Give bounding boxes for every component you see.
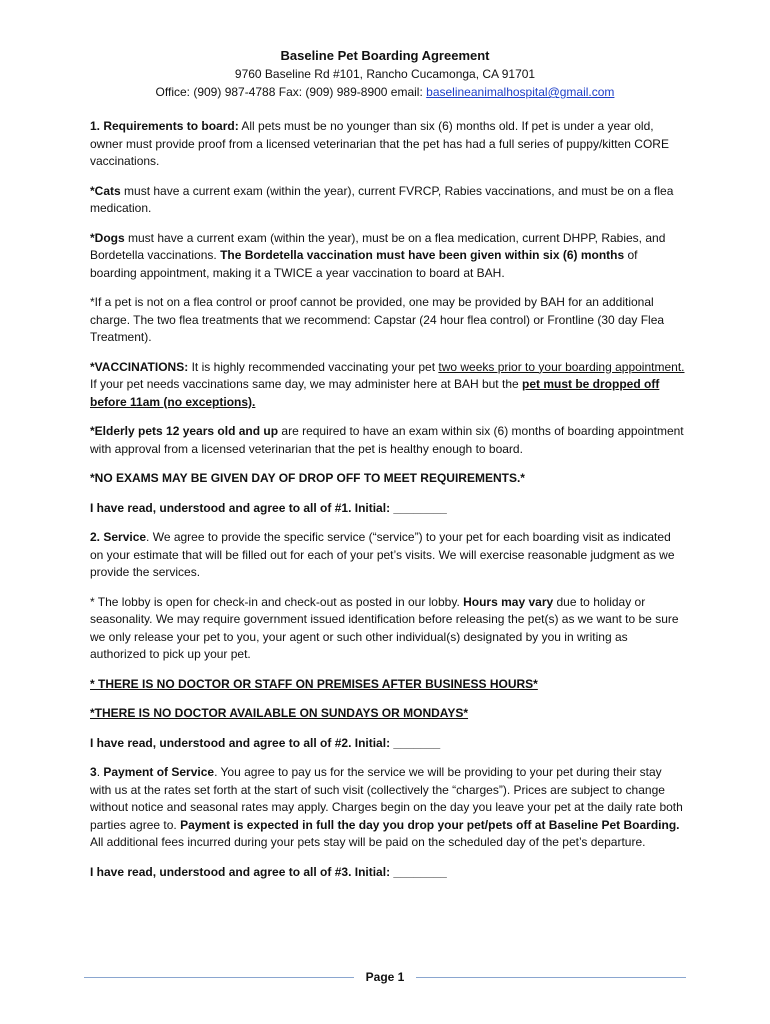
letterhead <box>0 47 770 101</box>
s3-text-2: All additional fees incurred during your pets stay will be paid on the scheduled day of the pet’s departure. <box>90 835 646 849</box>
dogs-text: must have a current exam (within the year), must be on a flea medication, current DHPP, Rabies, and Bordetella vaccinations. <box>90 230 666 262</box>
email-link[interactable]: baselineanimalhospital@gmail.com <box>426 85 615 99</box>
after-hours-notice: * THERE IS NO DOCTOR OR STAFF ON PREMISES AFTER BUSINESS HOURS* <box>90 676 538 691</box>
s3-payment <box>90 764 685 852</box>
no-exams-notice: *NO EXAMS MAY BE GIVEN DAY OF DROP OFF TO MEET REQUIREMENTS.* <box>90 471 525 485</box>
page-footer <box>84 968 686 988</box>
payment-terms: Payment is expected in full the day you drop your pet/pets off at Baseline Pet Boarding. <box>180 817 680 832</box>
contact-text: Office: (909) 987-4788 Fax: (909) 989-8900 email: <box>155 85 427 99</box>
s1-initial-line: I have read, understood and agree to all of #1. Initial: ________ <box>90 500 447 515</box>
contact-line <box>0 83 770 101</box>
vaccinations-timing: two weeks prior to your boarding appointment. <box>438 359 685 374</box>
s3-number: 3 <box>90 765 97 779</box>
s2-lobby <box>90 594 685 664</box>
s2-initial-line: I have read, understood and agree to all of #2. Initial: _______ <box>90 735 441 750</box>
cats-label: *Cats <box>90 183 121 198</box>
s1-heading: 1. Requirements to board: <box>90 119 239 133</box>
weekend-notice: *THERE IS NO DOCTOR AVAILABLE ON SUNDAYS OR MONDAYS* <box>90 706 469 720</box>
footer-rule-right <box>416 977 686 978</box>
s2-heading: 2. Service <box>90 530 147 544</box>
dogs-text-2: of boarding appointment, making it a TWICE a year vaccination to board at BAH. <box>90 248 638 280</box>
lobby-text: * The lobby is open for check-in and check-out as posted in our lobby. <box>90 594 464 609</box>
s1-dogs <box>90 230 685 283</box>
s2-text: . We agree to provide the specific service (“service”) to your pet for each boarding visit as indicated on your estimate that will be filled out for each of your pet’s visits. We will exercise reasonable judgment as we provide the services. <box>90 530 675 579</box>
elderly-label: *Elderly pets 12 years old and up <box>90 424 279 438</box>
agreement-body <box>90 118 685 893</box>
address-line: 9760 Baseline Rd #101, Rancho Cucamonga, CA 91701 <box>234 67 536 81</box>
dropoff-deadline: pet must be dropped off before 11am (no exceptions). <box>90 377 660 409</box>
s1-cats <box>90 183 685 218</box>
bordetella-note: The Bordetella vaccination must have been given within six (6) months <box>220 248 625 262</box>
elderly-text: are required to have an exam within six (6) months of boarding appointment with approval from a licensed veterinarian that the pet is healthy enough to board. <box>90 424 684 456</box>
s3-initial-line: I have read, understood and agree to all of #3. Initial: ________ <box>90 864 447 879</box>
s2-service <box>90 529 685 582</box>
vaccinations-label: *VACCINATIONS: <box>90 359 189 374</box>
s1-elderly <box>90 423 685 458</box>
page-number: Page 1 <box>365 970 405 984</box>
cats-text: must have a current exam (within the year), current FVRCP, Rabies vaccinations, and must be on a flea medication. <box>90 183 674 215</box>
vaccinations-text-2: If your pet needs vaccinations same day, we may administer here at BAH but the <box>90 377 522 391</box>
lobby-text-2: due to holiday or seasonality. We may require government issued identification before releasing the pet(s) as we want to be sure we only release your pet to you, your agent or such other individual(s) designated by you in writing as authorized to pick up your pet. <box>90 594 679 661</box>
s1-vaccinations <box>90 359 685 412</box>
s3-dot: . <box>96 765 104 779</box>
s1-text: All pets must be no younger than six (6) months old. If pet is under a year old, owner must provide proof from a licensed veterinarian that the pet has had a full series of puppy/kitten CORE vaccinations. <box>90 119 669 168</box>
hours-vary: Hours may vary <box>463 594 554 609</box>
document-title: Baseline Pet Boarding Agreement <box>280 48 490 63</box>
s3-heading: Payment of Service <box>103 765 215 779</box>
s1-requirements <box>90 118 685 171</box>
s3-text: . You agree to pay us for the service we will be providing to your pet during their stay with us at the rates set forth at the start of such visit (collectively the “charges”). Prices are subject to change without notice and seasonal rates may apply. Charges begin on the day you leave your pet at the daily rate both parties agree to. <box>90 765 683 832</box>
vaccinations-text: It is highly recommended vaccinating your pet <box>188 359 439 374</box>
dogs-label: *Dogs <box>90 230 125 245</box>
s1-flea: *If a pet is not on a flea control or proof cannot be provided, one may be provided by BAH for an additional charge. The two flea treatments that we recommend: Capstar (24 hour flea control) or Frontline (30 day Flea Treatment). <box>90 295 665 344</box>
